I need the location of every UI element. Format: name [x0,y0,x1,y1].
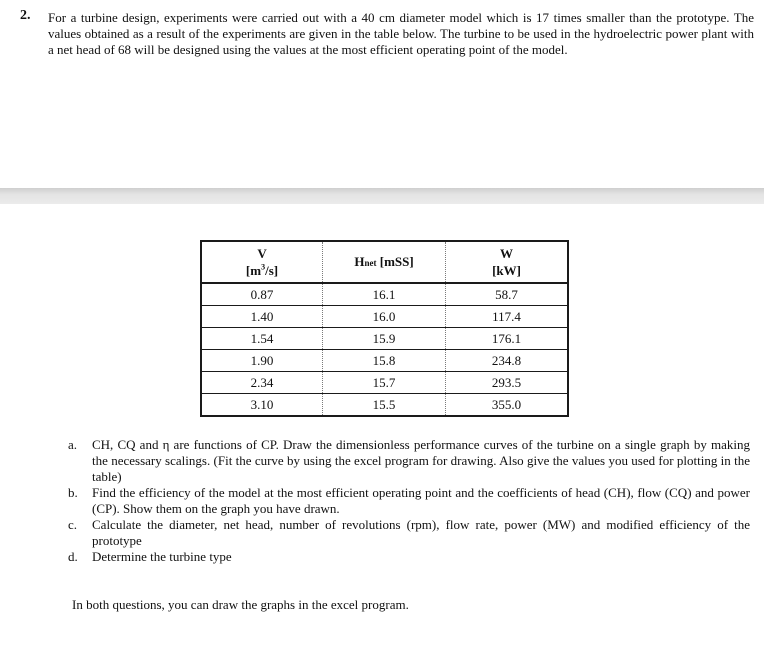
footer-note: In both questions, you can draw the graphs in the excel program. [72,597,409,612]
question-intro: For a turbine design, experiments were carried out with a 40 cm diameter model which is 17 times smaller than the prototype. The values obtained as a result of the experiments are given in the table below. The turbine to be used in the hydroelectric power plant with a net head of 68 will be designed using the values at the most efficient operating point of the model. [48,10,754,57]
table-row [201,372,568,394]
table-header-row [201,241,568,283]
cell-flow: 3.10 [201,394,323,417]
separator-band [0,188,764,204]
question-parts-list [68,437,750,565]
cell-power: 293.5 [446,372,568,394]
cell-head: 15.8 [323,350,446,372]
cell-head: 15.9 [323,328,446,350]
header-flow-unit-pre: [m [245,263,262,278]
cell-head: 16.0 [323,306,446,328]
cell-flow: 1.90 [201,350,323,372]
table-row [201,306,568,328]
list-item [68,437,750,485]
header-head-unit: [mSS] [376,253,414,269]
cell-power: 176.1 [446,328,568,350]
part-text: Find the efficiency of the model at the most efficient operating point and the coefficients of head (CH), flow (CQ) and power (CP). Show them on the graph you have drawn. [92,485,750,516]
list-item [68,485,750,517]
part-marker: d. [68,549,78,564]
cell-power: 58.7 [446,283,568,306]
part-marker: b. [68,485,78,500]
part-text: Determine the turbine type [92,549,232,564]
part-marker: a. [68,437,78,452]
header-flow-symbol: V [257,246,267,261]
header-net-head [323,241,446,283]
part-marker: c. [68,517,78,532]
cell-head: 15.7 [323,372,446,394]
question-number: 2. [20,8,31,23]
header-power [446,241,568,283]
table-row [201,328,568,350]
cell-flow: 2.34 [201,372,323,394]
part-text: CH, CQ and η are functions of CP. Draw the dimensionless performance curves of the turbine on a single graph by making the necessary scalings. (Fit the curve by using the excel program for drawing. Also give the values you used for plotting in the table) [92,437,750,484]
cell-head: 16.1 [323,283,446,306]
cell-power: 117.4 [446,306,568,328]
cell-power: 355.0 [446,394,568,417]
list-item [68,549,750,565]
cell-power: 234.8 [446,350,568,372]
header-flow-unit-sup: 3 [261,262,266,272]
header-flow-rate [201,241,323,283]
list-item [68,517,750,549]
cell-head: 15.5 [323,394,446,417]
table-row [201,283,568,306]
table-row [201,350,568,372]
header-head-subscript: net [364,257,377,268]
cell-flow: 1.54 [201,328,323,350]
cell-flow: 0.87 [201,283,323,306]
part-text: Calculate the diameter, net head, number of revolutions (rpm), flow rate, power (MW) and modified efficiency of the prototype [92,517,750,548]
table-row [201,394,568,417]
header-power-unit: [kW] [492,263,521,278]
header-power-symbol: W [500,246,514,261]
header-flow-unit-post: /s] [265,263,279,278]
cell-flow: 1.40 [201,306,323,328]
header-head-symbol: H [354,253,365,269]
experiment-data-table [200,240,569,417]
